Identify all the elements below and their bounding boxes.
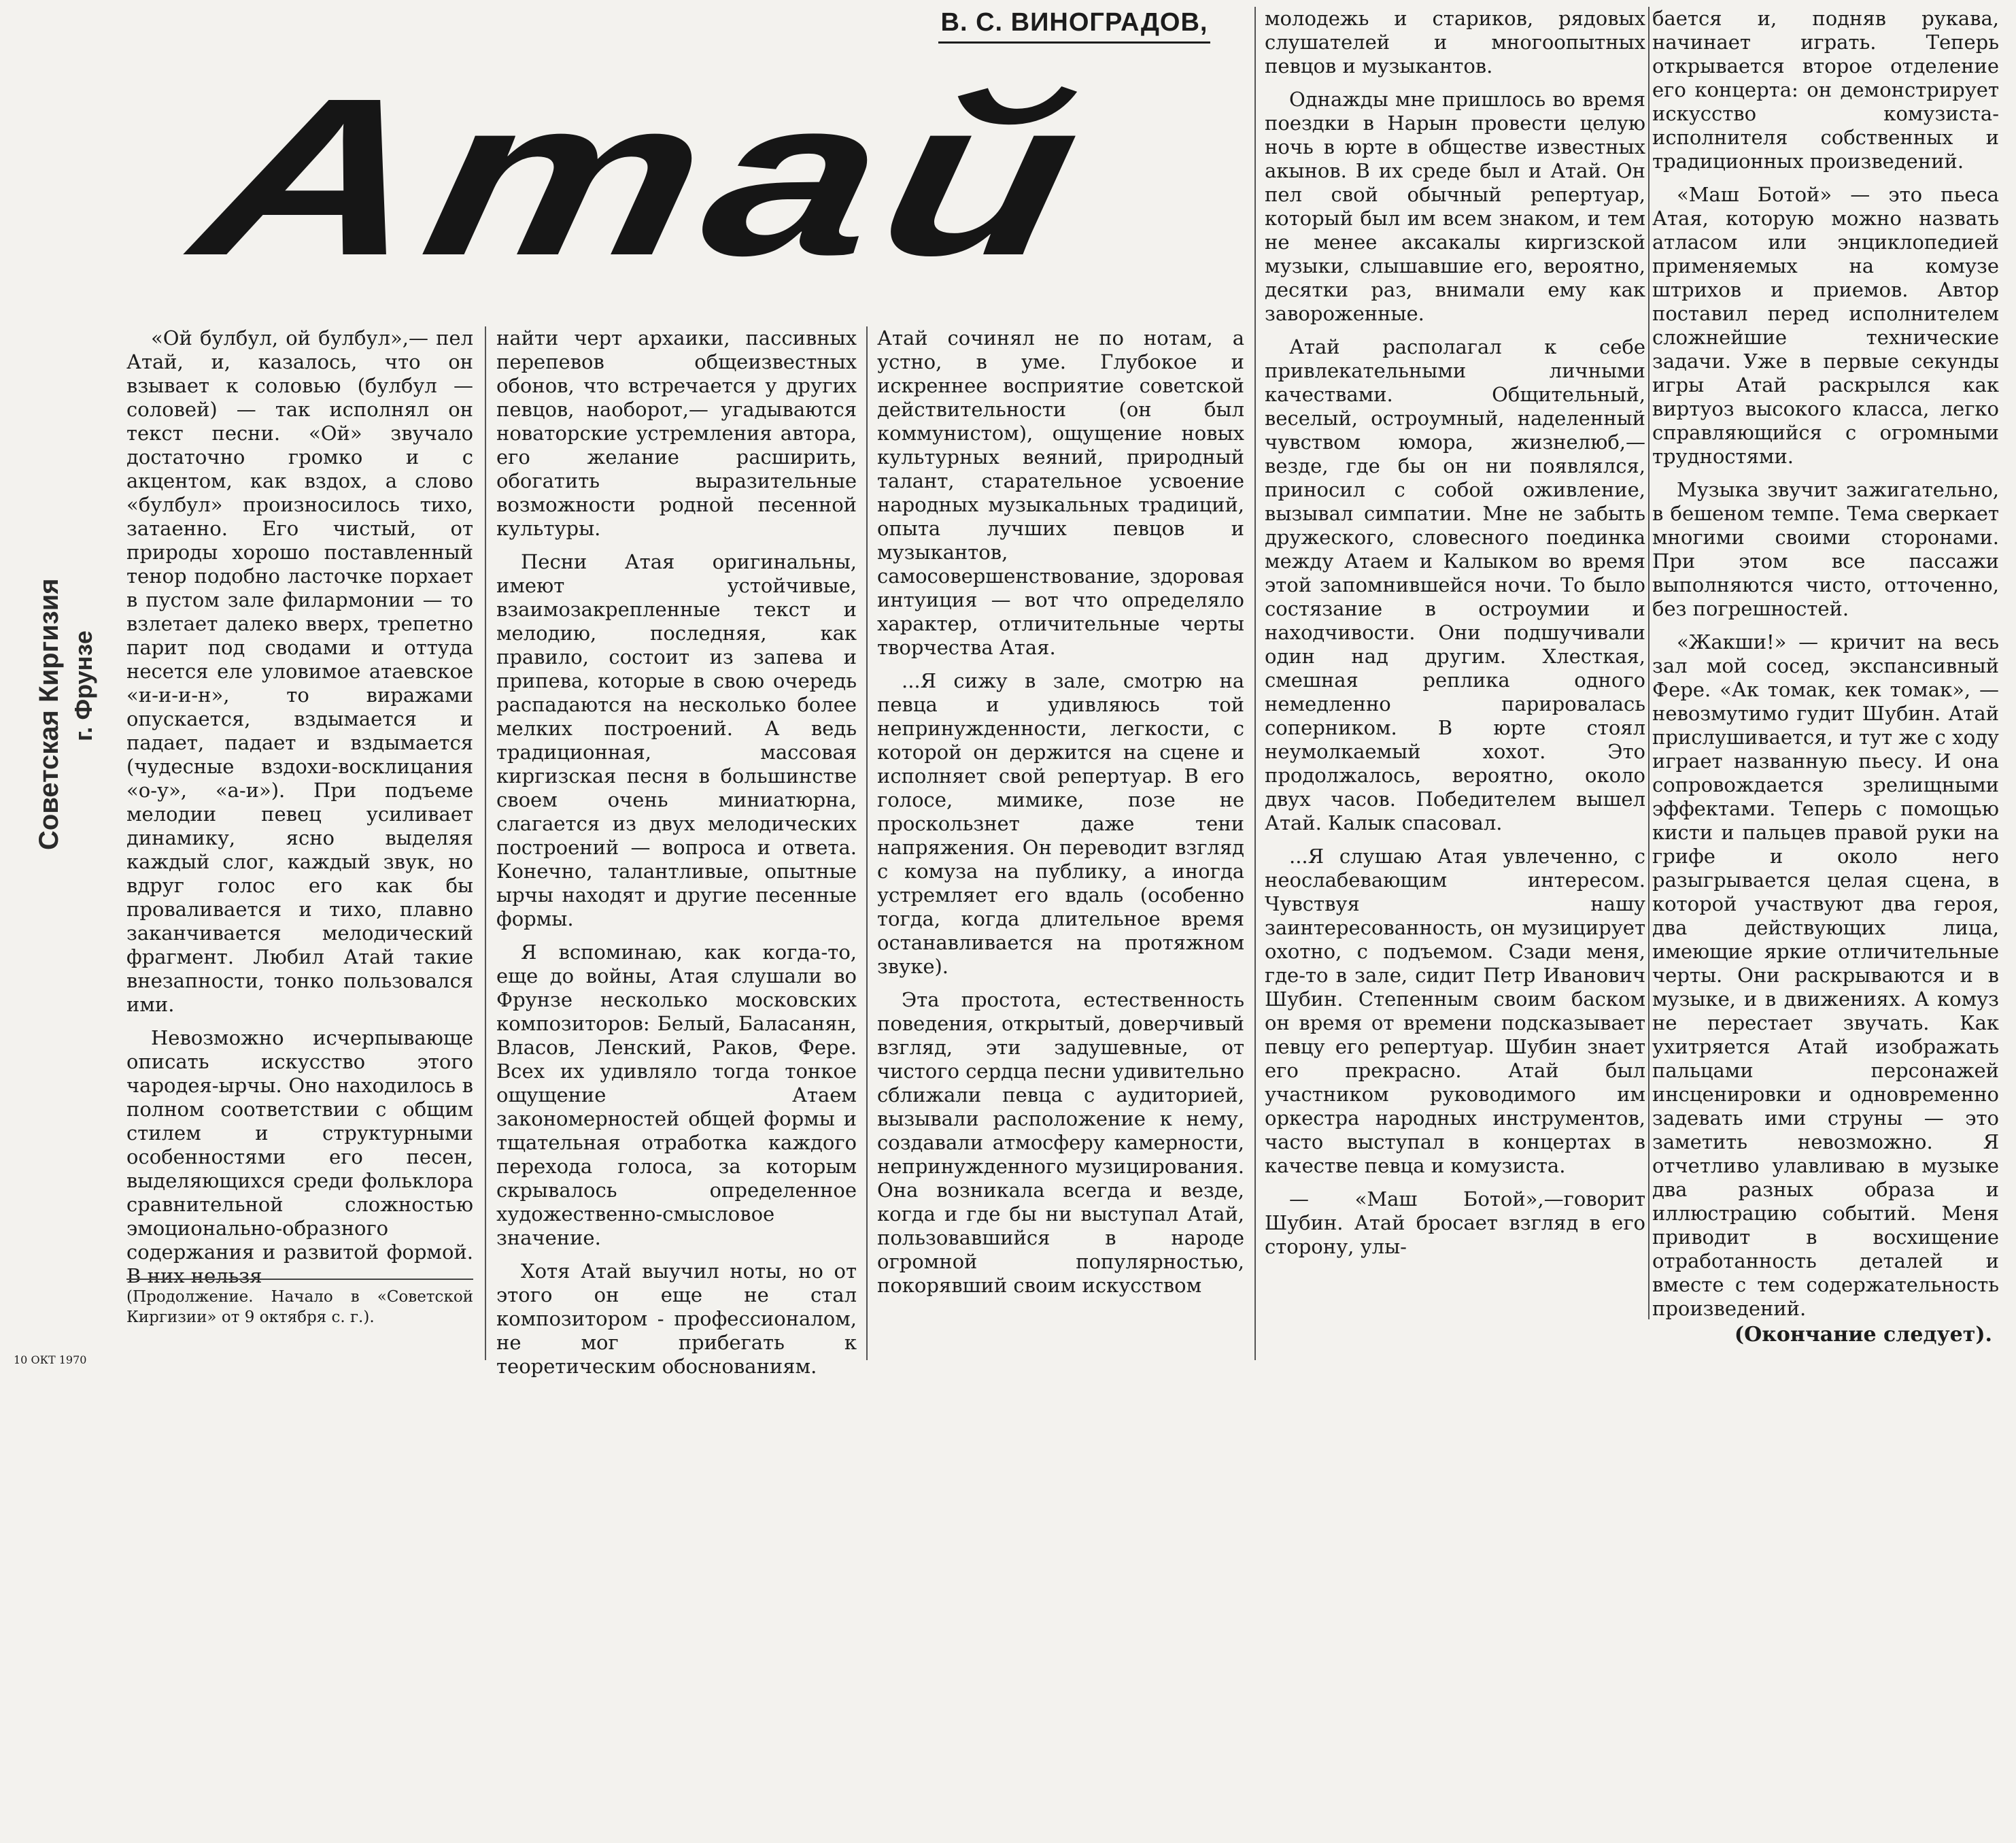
paragraph: Я вспоминаю, как когда-то, еще до войны, Атая слушали во Фрунзе несколько московских композиторов: Белый, Баласанян, Власов, Ленский, Раков, Фере. Всех их удивляло тогда тонкое ощущение Атаем закономерностей общей формы и тщательная отработка каждого перехода голоса, за которым скрывалось определенное художественно-смысловое значение.	[496, 941, 857, 1249]
article-column-2	[496, 326, 857, 1378]
paragraph: «Маш Ботой» — это пьеса Атая, которую можно назвать атласом или энциклопедией применяемых на комузе штрихов и приемов. Автор поставил перед исполнителем сложнейшие технические задачи. Уже в первые секунды игры Атай раскрылся как виртуоз высокого класса, легко справляющийся с огромными трудностями.	[1652, 183, 1999, 468]
paragraph: найти черт архаики, пассивных перепевов общеизвестных обонов, что встречается у других певцов, наоборот,— угадываются новаторские устремления автора, его желание расширить, обогатить выразительные возможности родной песенной культуры.	[496, 326, 857, 540]
paragraph: Невозможно исчерпывающе описать искусство этого чародея-ырчы. Оно находилось в полном соответствии с общим стилем и структурными особенностями его песен, выделяющихся среди фольклора сравнительной сложностью эмоционально-образного содержания и развитой формой. В них нельзя	[126, 1026, 473, 1287]
paragraph: Песни Атая оригинальны, имеют устойчивые, взаимозакрепленные текст и мелодию, последняя, как правило, состоит из запева и припева, которые в свою очередь распадаются на несколько более мелких построений. А ведь традиционная, массовая киргизская песня в большинстве своем очень миниатюрна, слагается из двух мелодических построений — вопроса и ответа. Конечно, талантливые, опытные ырчы находят и другие песенные формы.	[496, 550, 857, 930]
column-divider	[485, 326, 486, 1360]
column-divider	[1648, 7, 1650, 1319]
stamp-date: 10 ОКТ 1970	[14, 1353, 87, 1366]
paragraph: Атай располагал к себе привлекательными личными качествами. Общительный, веселый, остроумный, наделенный чувством юмора, жизнелюб,—везде, где бы он ни появлялся, приносил с собой оживление, вызывал симпатии. Мне не забыть дружеского, словесного поединка между Атаем и Калыком во время этой запомнившейся ночи. То было состязание в остроумии и находчивости. Они подшучивали один над другим. Хлесткая, смешная реплика одного немедленно парировалась соперником. В юрте стоял неумолкаемый хохот. Это продолжалось, вероятно, около двух часов. Победителем вышел Атай. Калык спасовал.	[1265, 335, 1645, 834]
paragraph: Музыка звучит зажигательно, в бешеном темпе. Тема сверкает многими своими сторонами. При этом все пассажи выполняются чисто, отточенно, без погрешностей.	[1652, 478, 1999, 620]
article-headline	[180, 48, 1210, 320]
paragraph: ...Я слушаю Атая увлеченно, с неослабевающим интересом. Чувствуя нашу заинтересованность, он музицирует охотно, с подъемом. Сзади меня, где-то в зале, сидит Петр Иванович Шубин. Степенным своим баском он время от времени подсказывает певцу его репертуар. Шубин знает его прекрасно. Атай был участником руководимого им оркестра народных инструментов, часто выступал в концертах в качестве певца и комузиста.	[1265, 845, 1645, 1177]
paragraph: бается и, подняв рукава, начинает играть. Теперь открывается второе отделение его концерта: он демонстрирует искусство комузиста-исполнителя собственных и традиционных произведений.	[1652, 7, 1999, 173]
article-column-1	[126, 326, 473, 1287]
paragraph: Эта простота, естественность поведения, открытый, доверчивый взгляд, эти задушевные, от чистого сердца песни удивительно сближали певца с аудиторией, вызывали расположение к нему, создавали атмосферу камерности, непринужденного музицирования. Она возникала всегда и везде, когда и где бы ни выступал Атай, пользовавшийся в народе огромной популярностью, покорявший своим искусством	[877, 988, 1244, 1297]
continuation-note: (Продолжение. Начало в «Советской Киргизии» от 9 октября с. г.).	[126, 1279, 473, 1328]
article-column-5	[1652, 7, 1999, 1360]
column-divider	[866, 326, 868, 1360]
paragraph: молодежь и стариков, рядовых слушателей и многоопытных певцов и музыкантов.	[1265, 7, 1645, 78]
to-be-continued-note: (Окончание следует).	[1734, 1323, 1992, 1347]
paragraph: Атай сочинял не по нотам, а устно, в уме. Глубокое и искреннее восприятие советской действительности (он был коммунистом), ощущение новых культурных веяний, природный талант, старательное усвоение народных музыкальных традиций, опыта лучших певцов и музыкантов, самосовершенствование, здоровая интуиция — вот что определяло характер, отличительные черты творчества Атая.	[877, 326, 1244, 659]
headline-text: Атай	[180, 51, 1106, 302]
article-column-3	[877, 326, 1244, 1360]
column-divider	[1254, 7, 1256, 1360]
article-byline: В. С. ВИНОГРАДОВ,	[938, 8, 1210, 44]
paragraph: Хотя Атай выучил ноты, но от этого он еще не стал композитором - профессионалом, не мог прибегать к теоретическим обоснованиям.	[496, 1259, 857, 1378]
archive-stamp	[14, 578, 97, 1313]
paragraph: Однажды мне пришлось во время поездки в Нарын провести целую ночь в юрте в обществе известных акынов. В их среде был и Атай. Он пел свой обычный репертуар, который был им всем знаком, и тем не менее аксакалы киргизской музыки, слышавшие его, вероятно, десятки раз, внимали ему как завороженные.	[1265, 88, 1645, 325]
paragraph: ...Я сижу в зале, смотрю на певца и удивляюсь той непринужденности, легкости, с которой он держится на сцене и исполняет свой репертуар. В его голосе, мимике, позе не проскользнет даже тени напряжения. Он переводит взгляд с комуза на публику, а иногда устремляет его вдаль (особенно тогда, когда длительное время останавливается на протяжном звуке).	[877, 669, 1244, 978]
stamp-city: г. Фрунзе	[69, 630, 97, 741]
article-column-4	[1265, 7, 1645, 1360]
paragraph: — «Маш Ботой»,—говорит Шубин. Атай бросает взгляд в его сторону, улы-	[1265, 1187, 1645, 1258]
paragraph: «Жакши!» — кричит на весь зал мой сосед, экспансивный Фере. «Ак томак, кек томак», — невозмутимо гудит Шубин. Атай прислушивается, и тут же с ходу играет названную пьесу. И она сопровождается зрелищными эффектами. Теперь с помощью кисти и пальцев правой руки на грифе и около него разыгрывается целая сцена, в которой участвуют два героя, два действующих лица, имеющие яркие отличительные черты. Они раскрываются и в музыке, и в движениях. А комуз не перестает звучать. Как ухитряется Атай изображать пальцами персонажей инсценировки и одновременно задевать ими струны — это заметить невозможно. Я отчетливо улавливаю в музыке два разных образа и иллюстрацию событий. Меня приводит в восхищение отработанность деталей и вместе с тем содержательность произведений.	[1652, 630, 1999, 1320]
stamp-newspaper-name: Советская Киргизия	[34, 578, 64, 850]
paragraph: «Ой булбул, ой булбул»,— пел Атай, и, казалось, что он взывает к соловью (булбул —соловей) — так исполнял он текст песни. «Ой» звучало достаточно громко и с акцентом, как вздох, а слово «булбул» произносилось тихо, затаенно. Его чистый, от природы хорошо поставленный тенор подобно ласточке порхает в пустом зале филармонии — то взлетает далеко вверх, трепетно парит под сводами и оттуда несется еле уловимое атаевское «и-и-и-н», то виражами опускается, вздымается и падает, падает и вздымается (чудесные вздохи-восклицания «о-у», «а-и»). При подъеме мелодии певец усиливает динамику, ясно выделяя каждый слог, каждый звук, но вдруг голос его как бы проваливается и тихо, плавно заканчивается мелодический фрагмент. Любил Атай такие внезапности, тонко пользовался ими.	[126, 326, 473, 1016]
